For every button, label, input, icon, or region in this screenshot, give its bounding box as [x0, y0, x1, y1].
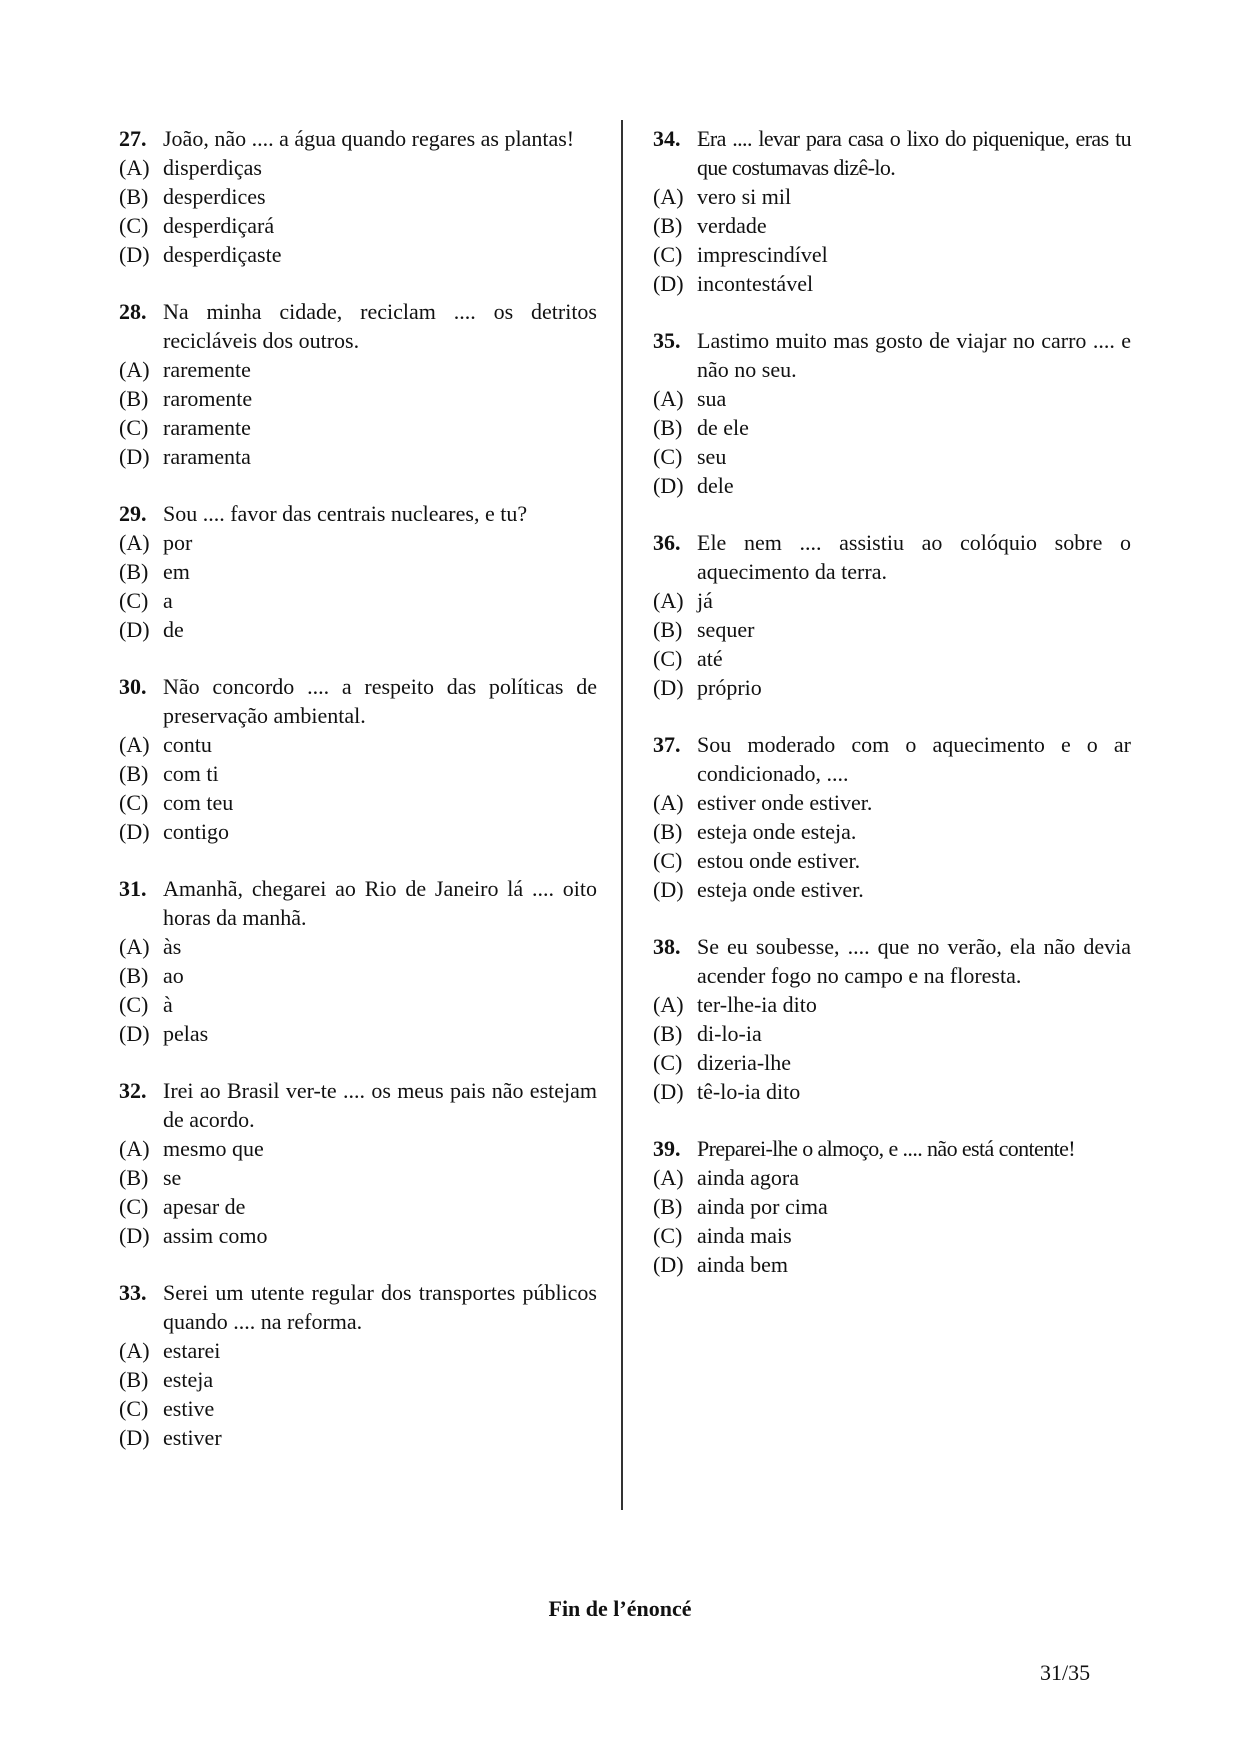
option-text: próprio: [697, 675, 762, 700]
answer-option: [653, 788, 1131, 817]
answer-option: [119, 817, 597, 846]
answer-option: [119, 759, 597, 788]
answer-option: [119, 1192, 597, 1221]
question-36: [653, 528, 1131, 702]
option-letter: (B): [119, 184, 149, 209]
option-text: ainda bem: [697, 1252, 789, 1277]
answer-option: [119, 990, 597, 1019]
question-stem: [653, 1134, 1131, 1163]
option-text: com ti: [163, 761, 219, 786]
option-letter: (A): [119, 934, 150, 959]
question-text: Se eu soubesse, .... que no verão, ela não devia acender fogo no campo e na floresta.: [697, 934, 1131, 988]
option-letter: (C): [119, 1194, 149, 1219]
answer-option: [119, 932, 597, 961]
answer-option: [653, 1019, 1131, 1048]
option-text: pelas: [163, 1021, 209, 1046]
answer-option: [653, 673, 1131, 702]
option-text: ainda por cima: [697, 1194, 828, 1219]
answer-option: [119, 528, 597, 557]
option-letter: (D): [653, 271, 684, 296]
option-letter: (D): [653, 675, 684, 700]
answer-option: [119, 586, 597, 615]
option-letter: (A): [653, 588, 684, 613]
answer-option: [119, 1394, 597, 1423]
answer-option: [119, 1134, 597, 1163]
column-divider: [621, 120, 623, 1510]
answer-option: [119, 1019, 597, 1048]
option-letter: (C): [653, 1223, 683, 1248]
question-text: Lastimo muito mas gosto de viajar no carro .... e não no seu.: [697, 328, 1131, 382]
option-text: de: [163, 617, 184, 642]
answer-option: [119, 442, 597, 471]
option-letter: (D): [119, 1223, 150, 1248]
option-letter: (A): [653, 1165, 684, 1190]
option-letter: (C): [653, 646, 683, 671]
question-stem: [653, 932, 1131, 990]
page-number: 31/35: [1040, 1660, 1091, 1685]
option-letter: (C): [119, 588, 149, 613]
question-number: 35.: [653, 328, 681, 353]
question-stem: [119, 297, 597, 355]
answer-option: [653, 644, 1131, 673]
option-text: ainda mais: [697, 1223, 792, 1248]
answer-option: [119, 355, 597, 384]
question-35: [653, 326, 1131, 500]
answer-option: [119, 1365, 597, 1394]
question-number: 30.: [119, 674, 147, 699]
answer-option: [653, 1250, 1131, 1279]
question-text: Ele nem .... assistiu ao colóquio sobre o aquecimento da terra.: [697, 530, 1131, 584]
question-39: [653, 1134, 1131, 1279]
option-text: dizeria-lhe: [697, 1050, 792, 1075]
option-text: assim como: [163, 1223, 268, 1248]
option-letter: (B): [653, 1194, 683, 1219]
question-stem: [119, 499, 597, 528]
option-letter: (A): [119, 732, 150, 757]
option-letter: (B): [119, 386, 149, 411]
option-text: em: [163, 559, 190, 584]
question-number: 31.: [119, 876, 147, 901]
question-number: 39.: [653, 1136, 681, 1161]
option-letter: (B): [653, 819, 683, 844]
option-letter: (D): [119, 1425, 150, 1450]
question-stem: [653, 124, 1131, 182]
option-text: estou onde estiver.: [697, 848, 861, 873]
option-text: contigo: [163, 819, 229, 844]
option-letter: (C): [119, 992, 149, 1017]
option-letter: (A): [653, 184, 684, 209]
option-text: até: [697, 646, 723, 671]
answer-option: [653, 1192, 1131, 1221]
option-text: estive: [163, 1396, 215, 1421]
answer-option: [119, 557, 597, 586]
question-text: Sou moderado com o aquecimento e o ar condicionado, ....: [697, 732, 1131, 786]
question-number: 27.: [119, 126, 147, 151]
answer-option: [653, 615, 1131, 644]
option-text: mesmo que: [163, 1136, 264, 1161]
question-stem: [119, 124, 597, 153]
question-number: 32.: [119, 1078, 147, 1103]
question-text: Serei um utente regular dos transportes públicos quando .... na reforma.: [163, 1280, 597, 1334]
answer-option: [653, 384, 1131, 413]
answer-option: [653, 875, 1131, 904]
option-text: esteja onde estiver.: [697, 877, 864, 902]
option-text: apesar de: [163, 1194, 246, 1219]
option-letter: (C): [653, 1050, 683, 1075]
option-text: tê-lo-ia dito: [697, 1079, 801, 1104]
option-letter: (C): [119, 790, 149, 815]
answer-option: [119, 211, 597, 240]
option-letter: (A): [119, 155, 150, 180]
answer-option: [653, 990, 1131, 1019]
option-text: desperdices: [163, 184, 266, 209]
question-text: João, não .... a água quando regares as plantas!: [163, 126, 575, 151]
left-column: [119, 124, 597, 1480]
option-letter: (D): [119, 242, 150, 267]
option-text: disperdiças: [163, 155, 262, 180]
question-27: [119, 124, 597, 269]
answer-option: [119, 1221, 597, 1250]
option-letter: (D): [119, 444, 150, 469]
option-text: desperdiçaste: [163, 242, 282, 267]
question-text: Amanhã, chegarei ao Rio de Janeiro lá .... oito horas da manhã.: [163, 876, 597, 930]
option-text: vero si mil: [697, 184, 792, 209]
question-number: 38.: [653, 934, 681, 959]
answer-option: [653, 211, 1131, 240]
option-letter: (B): [119, 761, 149, 786]
answer-option: [653, 817, 1131, 846]
answer-option: [653, 1077, 1131, 1106]
answer-option: [653, 442, 1131, 471]
option-text: se: [163, 1165, 182, 1190]
option-letter: (A): [119, 1136, 150, 1161]
option-text: às: [163, 934, 182, 959]
option-text: ainda agora: [697, 1165, 799, 1190]
option-text: seu: [697, 444, 727, 469]
option-text: a: [163, 588, 173, 613]
question-stem: [119, 1076, 597, 1134]
option-text: sequer: [697, 617, 755, 642]
option-letter: (D): [119, 1021, 150, 1046]
option-letter: (B): [119, 963, 149, 988]
answer-option: [653, 1163, 1131, 1192]
question-31: [119, 874, 597, 1048]
question-text: Sou .... favor das centrais nucleares, e tu?: [163, 501, 528, 526]
option-text: por: [163, 530, 193, 555]
answer-option: [653, 471, 1131, 500]
option-letter: (D): [119, 617, 150, 642]
question-37: [653, 730, 1131, 904]
option-text: incontestável: [697, 271, 814, 296]
answer-option: [653, 1048, 1131, 1077]
option-text: raramenta: [163, 444, 251, 469]
question-number: 28.: [119, 299, 147, 324]
question-32: [119, 1076, 597, 1250]
option-letter: (D): [653, 877, 684, 902]
question-stem: [653, 326, 1131, 384]
question-text: Era .... levar para casa o lixo do piquenique, eras tu que costumavas dizê-lo.: [697, 126, 1131, 180]
option-text: raromente: [163, 386, 253, 411]
option-text: raramente: [163, 415, 251, 440]
answer-option: [653, 1221, 1131, 1250]
option-letter: (A): [653, 386, 684, 411]
option-letter: (B): [653, 213, 683, 238]
option-letter: (B): [119, 559, 149, 584]
answer-option: [119, 240, 597, 269]
question-29: [119, 499, 597, 644]
question-stem: [119, 672, 597, 730]
answer-option: [653, 182, 1131, 211]
option-letter: (C): [119, 1396, 149, 1421]
option-letter: (A): [119, 530, 150, 555]
option-text: estiver: [163, 1425, 222, 1450]
question-34: [653, 124, 1131, 298]
option-text: esteja onde esteja.: [697, 819, 857, 844]
question-number: 33.: [119, 1280, 147, 1305]
question-38: [653, 932, 1131, 1106]
option-text: raremente: [163, 357, 251, 382]
answer-option: [119, 413, 597, 442]
answer-option: [119, 1423, 597, 1452]
option-letter: (A): [119, 1338, 150, 1363]
question-text: Não concordo .... a respeito das políticas de preservação ambiental.: [163, 674, 597, 728]
option-letter: (C): [653, 242, 683, 267]
option-letter: (B): [119, 1165, 149, 1190]
question-text: Preparei-lhe o almoço, e .... não está contente!: [697, 1136, 1076, 1161]
option-text: de ele: [697, 415, 749, 440]
option-text: sua: [697, 386, 727, 411]
option-letter: (D): [653, 1079, 684, 1104]
option-letter: (C): [119, 415, 149, 440]
option-text: verdade: [697, 213, 767, 238]
option-letter: (C): [119, 213, 149, 238]
question-stem: [119, 1278, 597, 1336]
question-30: [119, 672, 597, 846]
question-number: 37.: [653, 732, 681, 757]
answer-option: [653, 413, 1131, 442]
option-letter: (A): [119, 357, 150, 382]
question-number: 36.: [653, 530, 681, 555]
question-number: 34.: [653, 126, 681, 151]
option-letter: (D): [653, 1252, 684, 1277]
answer-option: [119, 1163, 597, 1192]
answer-option: [119, 730, 597, 759]
option-letter: (C): [653, 848, 683, 873]
option-text: dele: [697, 473, 734, 498]
option-letter: (C): [653, 444, 683, 469]
option-text: contu: [163, 732, 212, 757]
end-of-statement: Fin de l’énoncé: [548, 1596, 692, 1621]
answer-option: [119, 384, 597, 413]
option-text: estiver onde estiver.: [697, 790, 873, 815]
option-letter: (B): [653, 617, 683, 642]
answer-option: [653, 269, 1131, 298]
option-text: desperdiçará: [163, 213, 275, 238]
question-stem: [119, 874, 597, 932]
option-text: ter-lhe-ia dito: [697, 992, 817, 1017]
question-28: [119, 297, 597, 471]
option-letter: (B): [653, 415, 683, 440]
option-letter: (A): [653, 992, 684, 1017]
question-number: 29.: [119, 501, 147, 526]
option-letter: (D): [653, 473, 684, 498]
question-33: [119, 1278, 597, 1452]
answer-option: [653, 846, 1131, 875]
option-letter: (B): [653, 1021, 683, 1046]
option-letter: (D): [119, 819, 150, 844]
option-text: à: [163, 992, 173, 1017]
question-text: Na minha cidade, reciclam .... os detritos recicláveis dos outros.: [163, 299, 597, 353]
right-column: [653, 124, 1131, 1307]
option-text: já: [697, 588, 713, 613]
question-stem: [653, 528, 1131, 586]
option-text: esteja: [163, 1367, 214, 1392]
answer-option: [653, 586, 1131, 615]
option-letter: (B): [119, 1367, 149, 1392]
answer-option: [653, 240, 1131, 269]
option-text: imprescindível: [697, 242, 828, 267]
option-letter: (A): [653, 790, 684, 815]
question-stem: [653, 730, 1131, 788]
answer-option: [119, 615, 597, 644]
answer-option: [119, 182, 597, 211]
answer-option: [119, 153, 597, 182]
option-text: ao: [163, 963, 184, 988]
answer-option: [119, 961, 597, 990]
option-text: estarei: [163, 1338, 221, 1363]
question-text: Irei ao Brasil ver-te .... os meus pais não estejam de acordo.: [163, 1078, 597, 1132]
option-text: com teu: [163, 790, 234, 815]
option-text: di-lo-ia: [697, 1021, 762, 1046]
answer-option: [119, 1336, 597, 1365]
answer-option: [119, 788, 597, 817]
